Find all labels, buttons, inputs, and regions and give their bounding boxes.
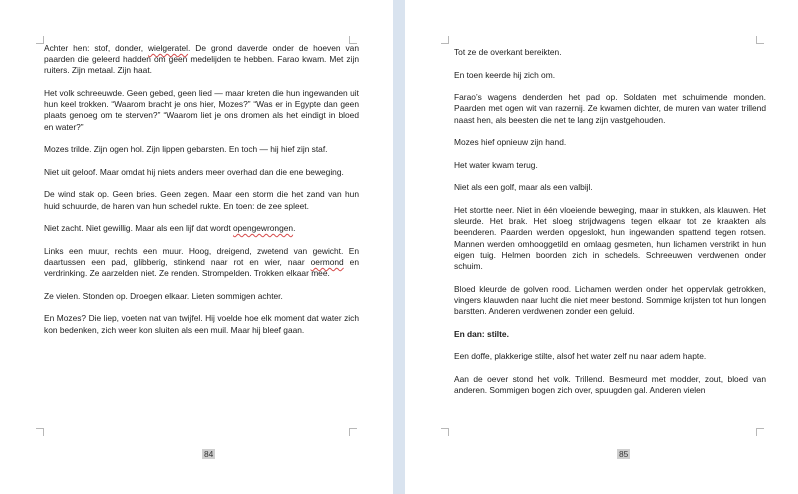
left-page[interactable]	[0, 0, 393, 494]
corner-mark-bottom-left	[441, 428, 449, 436]
paragraph[interactable]: Achter hen: stof, donder, wielgeratel. De grond daverde onder de hoeven van paarden die geleerd hadden om geen medelijden te hebben. Farao kwam. Met zijn ruiters. Zijn metaal. Zijn haat.	[44, 43, 359, 76]
paragraph[interactable]: De wind stak op. Geen bries. Geen zegen. Maar een storm die het zand van hun huid schuurde, de haren van hun schedel rukte. En toen: de zee spleet.	[44, 189, 359, 211]
page-number: 84	[204, 449, 214, 459]
left-page-text[interactable]	[44, 43, 359, 347]
paragraph[interactable]: Tot ze de overkant bereikten.	[454, 47, 562, 57]
page-number: 85	[619, 449, 629, 459]
page-gutter	[393, 0, 405, 494]
spellcheck-word[interactable]: wielgeratel	[148, 43, 189, 53]
paragraph[interactable]: En toen keerde hij zich om.	[454, 69, 556, 80]
paragraph[interactable]: Het stortte neer. Niet in één vloeiende beweging, maar in stukken, als klauwen. Het sleurde. Het brak. Het sloeg strijdwagens tegen elkaar tot ze kraakten als beenderen. Paarden werden opgeslokt, hun ingewanden spattend tegen rotsen. Mannen werden omhooggetild en omlaag gesmeten, hun lichamen verstrikt in hun eigen tuig. Helmen boorden zich in schedels. Schreeuwen verdwenen onder schuim.	[454, 204, 766, 271]
right-page-text[interactable]	[454, 47, 766, 408]
paragraph[interactable]: Niet als een golf, maar als een valbijl.	[454, 182, 593, 193]
paragraph[interactable]: Niet zacht. Niet gewillig. Maar als een lijf dat wordt opengewrongen.	[44, 223, 296, 234]
spellcheck-word[interactable]: oermond	[310, 256, 344, 267]
paragraph[interactable]: Links een muur, rechts een muur. Hoog, dreigend, zwetend van gewicht. En daartussen een pad, glibberig, stinkend naar rot en wier, naar oermond en verdrinking. Ze aarzelden niet. Ze renden. Strompelden. Trokken elkaar mee.	[44, 245, 359, 279]
paragraph[interactable]: Ze vielen. Stonden op. Droegen elkaar. Lieten sommigen achter.	[44, 290, 283, 301]
right-page[interactable]	[405, 0, 798, 494]
spellcheck-word[interactable]: opengewrongen	[232, 223, 294, 234]
corner-mark-bottom-right	[756, 428, 764, 436]
paragraph[interactable]: En Mozes? Die liep, voeten nat van twijfel. Hij voelde hoe elk moment dat water zich kon bedenken, zich weer kon sluiten als een muil. Maar hij bleef gaan.	[44, 313, 359, 335]
paragraph[interactable]: Mozes hief opnieuw zijn hand.	[454, 137, 567, 148]
paragraph[interactable]: Bloed kleurde de golven rood. Lichamen werden onder het oppervlak getrokken, vingers klauwden naar lucht die niet meer bestond. Sommige krijsten tot hun longen barstten. Anderen verdwenen zonder een geluid.	[454, 283, 766, 316]
paragraph[interactable]: Het volk schreeuwde. Geen gebed, geen lied — maar kreten die hun ingewanden uit hun keel trokken. “Waarom bracht je ons hier, Mozes?” “Was er in Egypte dan geen plaats genoeg om te sterven?” “Waarom liet je ons dromen als het eindigt in bloed en water?”	[44, 88, 359, 132]
paragraph[interactable]: Farao’s wagens denderden het pad op. Soldaten met schuimende monden. Paarden met ogen wit van razernij. Ze kwamen dichter, de muren van water trillend naast hen, als beesten die net te lang zijn vastgehouden.	[454, 92, 766, 125]
paragraph[interactable]: Niet uit geloof. Maar omdat hij niets anders meer overhad dan die ene beweging.	[44, 166, 344, 177]
paragraph[interactable]: Mozes trilde. Zijn ogen hol. Zijn lippen gebarsten. En toch — hij hief zijn staf.	[44, 144, 328, 155]
corner-mark-bottom-right	[349, 428, 357, 436]
corner-mark-top-left	[441, 36, 449, 44]
paragraph-bold[interactable]: En dan: stilte.	[454, 328, 509, 339]
paragraph[interactable]: Het water kwam terug.	[454, 159, 538, 170]
corner-mark-top-left	[36, 36, 44, 44]
corner-mark-top-right	[756, 36, 764, 44]
paragraph[interactable]: Een doffe, plakkerige stilte, alsof het water zelf nu naar adem hapte.	[454, 351, 707, 362]
paragraph[interactable]: Aan de oever stond het volk. Trillend. Besmeurd met modder, zout, bloed van anderen. Sommigen bogen zich over, spuugden gal. Anderen vielen	[454, 373, 766, 395]
corner-mark-bottom-left	[36, 428, 44, 436]
